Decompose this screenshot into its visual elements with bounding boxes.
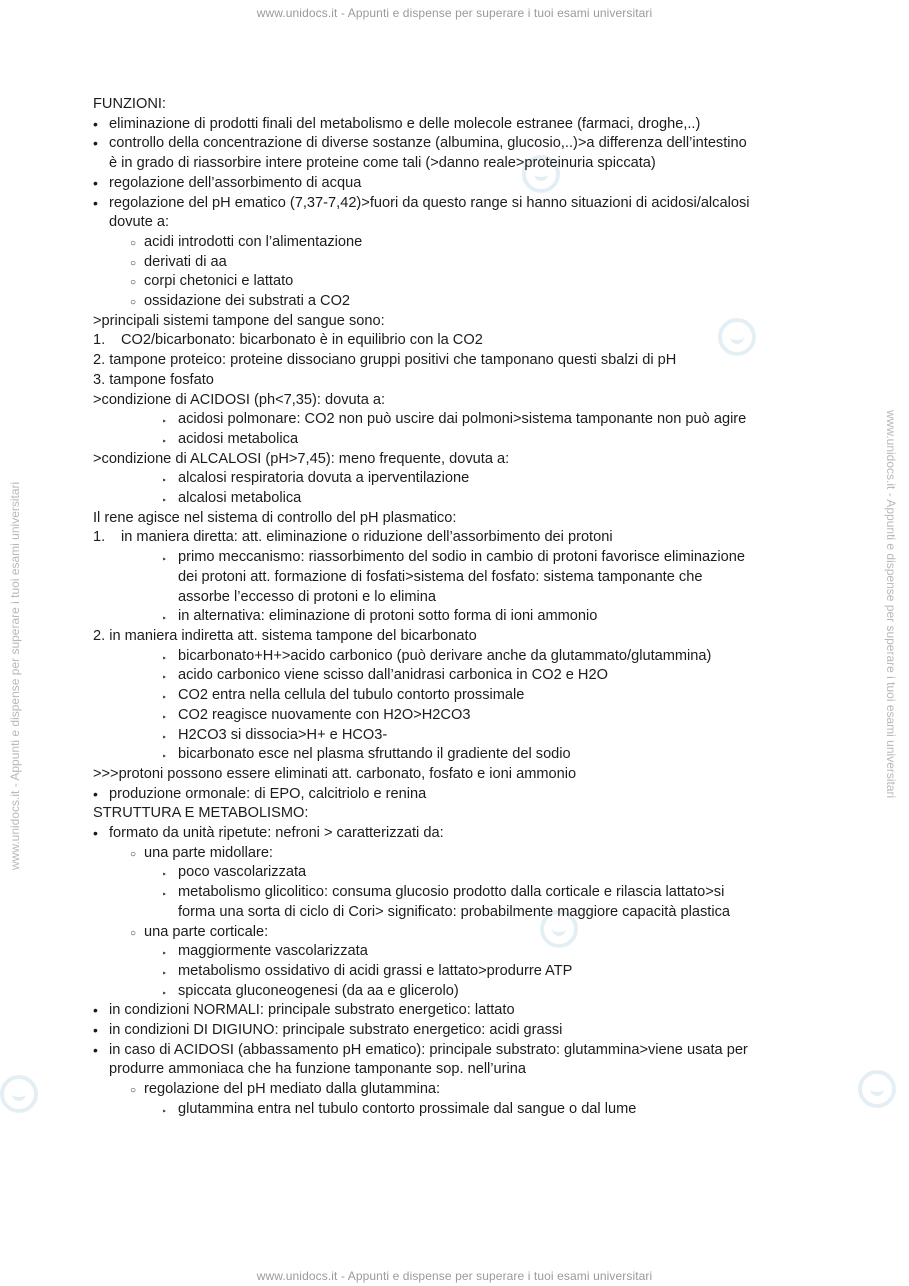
line-text: FUNZIONI: bbox=[93, 96, 166, 112]
line-text: assorbe l’eccesso di protoni e lo elimina bbox=[178, 588, 436, 605]
line-text: ossidazione dei substrati a CO2 bbox=[144, 293, 351, 310]
document-line bbox=[93, 174, 853, 194]
line-text: dovute a: bbox=[109, 214, 170, 231]
document-body bbox=[93, 95, 853, 1120]
line-marker: 1. bbox=[93, 332, 106, 349]
document-line bbox=[93, 686, 853, 706]
document-line bbox=[93, 1001, 853, 1021]
line-text: è in grado di riassorbire intere proteine come tali (>danno reale>proteinuria spiccata) bbox=[109, 155, 656, 172]
line-text: 3. tampone fosfato bbox=[93, 371, 214, 388]
line-text: regolazione del pH ematico (7,37-7,42)>fuori da questo range si hanno situazioni di acidosi/alcalosi bbox=[109, 194, 750, 211]
document-line bbox=[93, 410, 853, 430]
line-text: glutammina entra nel tubulo contorto prossimale dal sangue o dal lume bbox=[178, 1100, 637, 1117]
document-line bbox=[93, 194, 853, 214]
line-marker: ○ bbox=[130, 927, 137, 939]
document-line bbox=[93, 706, 853, 726]
line-text: 2. in maniera indiretta att. sistema tampone del bicarbonato bbox=[93, 627, 477, 644]
line-marker: ○ bbox=[130, 1085, 137, 1097]
line-text: bicarbonato esce nel plasma sfruttando il gradiente del sodio bbox=[178, 746, 571, 763]
line-text: 2. tampone proteico: proteine dissociano gruppi positivi che tamponano questi sbalzi di pH bbox=[93, 352, 677, 369]
line-text: alcalosi metabolica bbox=[178, 490, 302, 507]
document-line bbox=[93, 430, 853, 450]
document-line bbox=[93, 923, 853, 943]
line-text: >principali sistemi tampone del sangue sono: bbox=[93, 312, 385, 329]
line-text: CO2 entra nella cellula del tubulo contorto prossimale bbox=[178, 687, 525, 704]
line-marker: • bbox=[93, 785, 98, 802]
line-marker: ○ bbox=[130, 257, 137, 269]
line-marker: ‣ bbox=[162, 732, 167, 742]
line-text: acido carbonico viene scisso dall’anidrasi carbonica in CO2 e H2O bbox=[178, 667, 608, 684]
line-text: CO2 reagisce nuovamente con H2O>H2CO3 bbox=[178, 706, 471, 723]
document-line bbox=[93, 154, 853, 174]
document-line bbox=[93, 95, 853, 115]
document-line bbox=[93, 528, 853, 548]
line-text: bicarbonato+H+>acido carbonico (può derivare anche da glutammato/glutammina) bbox=[178, 647, 712, 664]
line-text: in condizioni NORMALI: principale substrato energetico: lattato bbox=[109, 1002, 515, 1019]
line-text: forma una sorta di ciclo di Cori> significato: probabilmente maggiore capacità plastica bbox=[178, 903, 731, 920]
line-text: in caso di ACIDOSI (abbassamento pH ematico): principale substrato: glutammina>viene usata per bbox=[109, 1041, 748, 1058]
document-line bbox=[93, 1060, 853, 1080]
line-marker: ‣ bbox=[162, 988, 167, 998]
line-text: >>>protoni possono essere eliminati att. carbonato, fosfato e ioni ammonio bbox=[93, 765, 577, 782]
line-text: CO2/bicarbonato: bicarbonato è in equilibrio con la CO2 bbox=[121, 332, 483, 349]
document-line bbox=[93, 469, 853, 489]
line-marker: ‣ bbox=[162, 673, 167, 683]
line-marker: ‣ bbox=[162, 436, 167, 446]
line-marker: ‣ bbox=[162, 417, 167, 427]
line-marker: • bbox=[93, 135, 98, 152]
line-text: in maniera diretta: att. eliminazione o riduzione dell’assorbimento dei protoni bbox=[121, 529, 613, 546]
document-line bbox=[93, 962, 853, 982]
document-line bbox=[93, 450, 853, 470]
document-line bbox=[93, 233, 853, 253]
document-line bbox=[93, 666, 853, 686]
line-marker: ○ bbox=[130, 297, 137, 309]
document-line bbox=[93, 903, 853, 923]
document-line bbox=[93, 134, 853, 154]
document-line bbox=[93, 331, 853, 351]
line-text: alcalosi respiratoria dovuta a iperventilazione bbox=[178, 470, 470, 487]
watermark-logo-icon bbox=[0, 1075, 38, 1113]
line-text: maggiormente vascolarizzata bbox=[178, 943, 368, 960]
line-marker: • bbox=[93, 1022, 98, 1039]
document-line bbox=[93, 863, 853, 883]
line-text: acidosi polmonare: CO2 non può uscire dai polmoni>sistema tamponante non può agire bbox=[178, 411, 747, 428]
line-text: metabolismo ossidativo di acidi grassi e lattato>produrre ATP bbox=[178, 962, 573, 979]
line-marker: ‣ bbox=[162, 555, 167, 565]
line-marker: • bbox=[93, 1041, 98, 1058]
line-text: poco vascolarizzata bbox=[178, 864, 307, 881]
document-line bbox=[93, 942, 853, 962]
line-text: derivati di aa bbox=[144, 253, 227, 270]
document-line bbox=[93, 647, 853, 667]
line-marker: ○ bbox=[130, 848, 137, 860]
watermark-logo-icon bbox=[858, 1070, 896, 1108]
line-text: acidi introdotti con l’alimentazione bbox=[144, 233, 363, 250]
line-marker: ‣ bbox=[162, 968, 167, 978]
document-line bbox=[93, 883, 853, 903]
line-text: formato da unità ripetute: nefroni > caratterizzati da: bbox=[109, 825, 444, 842]
line-marker: ‣ bbox=[162, 870, 167, 880]
line-marker: ‣ bbox=[162, 614, 167, 624]
line-text: STRUTTURA E METABOLISMO: bbox=[93, 805, 309, 822]
line-marker: • bbox=[93, 194, 98, 211]
document-line bbox=[93, 627, 853, 647]
line-text: produrre ammoniaca che ha funzione tamponante sop. nell’urina bbox=[109, 1061, 526, 1078]
line-text: eliminazione di prodotti finali del metabolismo e delle molecole estranee (farmaci, droghe,..) bbox=[109, 115, 701, 132]
line-marker: ‣ bbox=[162, 949, 167, 959]
line-text: corpi chetonici e lattato bbox=[144, 273, 294, 290]
document-line bbox=[93, 292, 853, 312]
line-marker: • bbox=[93, 825, 98, 842]
line-marker: • bbox=[93, 1002, 98, 1019]
document-line bbox=[93, 253, 853, 273]
line-text: spiccata gluconeogenesi (da aa e glicerolo) bbox=[178, 982, 459, 999]
line-text: controllo della concentrazione di diverse sostanze (albumina, glucosio,..)>a differenza dell’intestino bbox=[109, 135, 747, 152]
document-line bbox=[93, 607, 853, 627]
line-marker: ○ bbox=[130, 277, 137, 289]
document-line bbox=[93, 213, 853, 233]
document-line bbox=[93, 351, 853, 371]
line-text: >condizione di ACIDOSI (ph<7,35): dovuta a: bbox=[93, 391, 386, 408]
document-line bbox=[93, 982, 853, 1002]
document-line bbox=[93, 804, 853, 824]
line-marker: ‣ bbox=[162, 752, 167, 762]
line-marker: • bbox=[93, 115, 98, 132]
line-text: produzione ormonale: di EPO, calcitriolo e renina bbox=[109, 785, 427, 802]
document-line bbox=[93, 489, 853, 509]
watermark-side-right: www.unidocs.it - Appunti e dispense per superare i tuoi esami universitari bbox=[884, 410, 898, 799]
line-text: Il rene agisce nel sistema di controllo del pH plasmatico: bbox=[93, 509, 457, 526]
line-marker: ‣ bbox=[162, 712, 167, 722]
line-marker: ‣ bbox=[162, 1106, 167, 1116]
document-line bbox=[93, 1080, 853, 1100]
document-line bbox=[93, 509, 853, 529]
watermark-bottom: www.unidocs.it - Appunti e dispense per superare i tuoi esami universitari bbox=[256, 1269, 653, 1283]
line-text: in condizioni DI DIGIUNO: principale substrato energetico: acidi grassi bbox=[109, 1022, 563, 1039]
document-line bbox=[93, 745, 853, 765]
document-line bbox=[93, 548, 853, 568]
line-text: H2CO3 si dissocia>H+ e HCO3- bbox=[178, 726, 388, 743]
line-text: regolazione del pH mediato dalla glutammina: bbox=[144, 1081, 441, 1098]
document-line bbox=[93, 1041, 853, 1061]
line-text: regolazione dell’assorbimento di acqua bbox=[109, 174, 362, 191]
watermark-top: www.unidocs.it - Appunti e dispense per superare i tuoi esami universitari bbox=[256, 6, 653, 20]
line-text: una parte corticale: bbox=[144, 923, 269, 940]
line-text: in alternativa: eliminazione di protoni sotto forma di ioni ammonio bbox=[178, 608, 598, 625]
document-line bbox=[93, 272, 853, 292]
line-marker: ‣ bbox=[162, 693, 167, 703]
document-line bbox=[93, 371, 853, 391]
line-marker: ○ bbox=[130, 237, 137, 249]
document-line bbox=[93, 824, 853, 844]
document-line bbox=[93, 115, 853, 135]
document-line bbox=[93, 588, 853, 608]
document-line bbox=[93, 785, 853, 805]
document-line bbox=[93, 391, 853, 411]
line-text: metabolismo glicolitico: consuma glucosio prodotto dalla corticale e rilascia lattato>si bbox=[178, 884, 725, 901]
watermark-side-left: www.unidocs.it - Appunti e dispense per superare i tuoi esami universitari bbox=[8, 481, 22, 870]
line-marker: • bbox=[93, 174, 98, 191]
line-marker: ‣ bbox=[162, 496, 167, 506]
line-text: primo meccanismo: riassorbimento del sodio in cambio di protoni favorisce eliminazione bbox=[178, 549, 745, 566]
line-marker: ‣ bbox=[162, 476, 167, 486]
line-text: >condizione di ALCALOSI (pH>7,45): meno frequente, dovuta a: bbox=[93, 450, 510, 467]
document-line bbox=[93, 568, 853, 588]
line-marker: ‣ bbox=[162, 890, 167, 900]
line-text: una parte midollare: bbox=[144, 844, 273, 861]
document-line bbox=[93, 726, 853, 746]
document-line bbox=[93, 1100, 853, 1120]
line-text: dei protoni att. formazione di fosfati>sistema del fosfato: sistema tamponante che bbox=[178, 568, 703, 585]
document-line bbox=[93, 312, 853, 332]
line-marker: 1. bbox=[93, 529, 106, 546]
line-text: acidosi metabolica bbox=[178, 430, 299, 447]
document-line bbox=[93, 1021, 853, 1041]
line-marker: ‣ bbox=[162, 653, 167, 663]
document-line bbox=[93, 844, 853, 864]
document-line bbox=[93, 765, 853, 785]
